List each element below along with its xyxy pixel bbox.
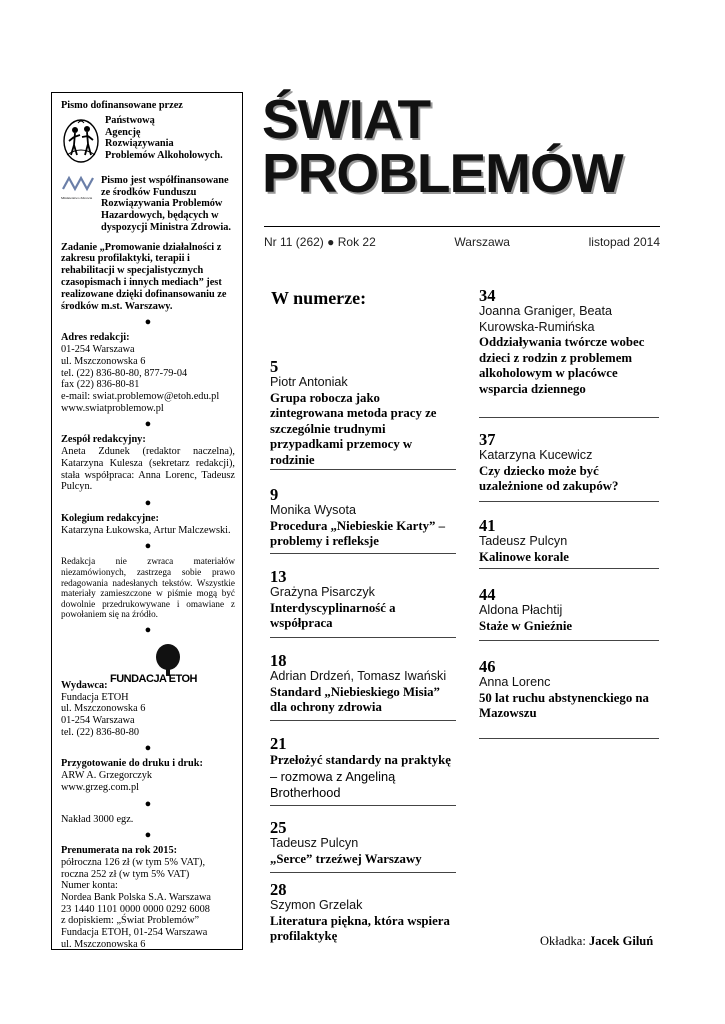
publisher-block: Wydawca: FUNDACJA ETOH Fundacja ETOH ul. Mszczonowska 6 01-254 Warszawa tel. (22) 836-80-80 — [61, 640, 235, 739]
print-block: Przygotowanie do druku i druk: ARW A. Grzegorczyk www.grzeg.com.pl — [61, 758, 235, 793]
toc-page-number: 46 — [479, 657, 496, 676]
toc-title-suffix: – rozmowa z Angeliną Brotherhood — [270, 768, 396, 801]
toc-page-number: 18 — [270, 651, 287, 670]
toc-page-number: 41 — [479, 516, 496, 535]
toc-entry[interactable] — [479, 586, 659, 634]
toc-page-number: 9 — [270, 485, 279, 504]
toc-page-number: 34 — [479, 286, 496, 305]
colophon-sidebar — [51, 92, 243, 950]
toc-title: Standard „Niebieskiego Misia” dla ochrony zdrowia — [270, 684, 440, 715]
separator-bullet: ● — [144, 829, 152, 842]
disclaimer: Redakcja nie zwraca materiałów niezamówionych, zastrzega sobie prawo redagowania nadesłanych tekstów. Wszystkie materiały zamieszczone w piśmie mogą być dowolnie przedrukowywane i omawiane z powołaniem się na źródło. — [61, 556, 235, 620]
circulation: Nakład 3000 egz. — [61, 813, 134, 825]
printer-website-link[interactable]: www.grzeg.com.pl — [61, 781, 139, 793]
toc-entry[interactable] — [270, 881, 456, 945]
toc-author: Monika Wysota — [270, 503, 356, 517]
magazine-title-line-1: ŚWIAT — [262, 88, 431, 150]
toc-author: Anna Lorenc — [479, 675, 551, 689]
toc-entry[interactable] — [479, 658, 659, 722]
address-block: Adres redakcji: 01-254 Warszawa ul. Mszczonowska 6 tel. (22) 836-80-80, 877-79-04 fax (22) 836-80-81 e-mail: swiat.problemow@etoh.edu.pl www.swiatproblemow.pl — [61, 332, 235, 414]
toc-author: Joanna Graniger, Beata Kurowska-Rumińska — [479, 304, 613, 334]
issue-number: Nr 11 (262) — [264, 235, 324, 249]
separator-bullet: ● — [144, 797, 152, 810]
board-block: Kolegium redakcyjne: Katarzyna Łukowska, Artur Malczewski. — [61, 512, 231, 536]
fundacja-etoh-logo-icon — [110, 642, 200, 684]
toc-page-number: 21 — [270, 734, 287, 753]
website-link[interactable]: www.swiatproblemow.pl — [61, 402, 164, 414]
separator-bullet: ● — [144, 742, 152, 755]
toc-page-number: 28 — [270, 880, 287, 899]
agency-name: Państwową Agencję Rozwiązywania Problemów Alkoholowych. — [105, 114, 223, 162]
toc-title: 50 lat ruchu abstynenckiego na Mazowszu — [479, 690, 649, 721]
toc-entry[interactable] — [270, 486, 456, 550]
toc-page-number: 44 — [479, 585, 496, 604]
volume: Rok 22 — [337, 235, 376, 249]
toc-divider — [479, 640, 659, 641]
ministry-block — [61, 175, 235, 234]
toc-author: Adrian Drdzeń, Tomasz Iwański — [270, 669, 447, 683]
toc-title: Przełożyć standardy na praktykę — [270, 753, 451, 767]
toc-author: Aldona Płachtij — [479, 603, 563, 617]
toc-divider — [479, 738, 659, 739]
cover-credit — [540, 934, 653, 949]
issue-city: Warszawa — [454, 235, 510, 249]
toc-author: Katarzyna Kucewicz — [479, 448, 593, 462]
toc-divider — [270, 553, 456, 554]
toc-page-number: 25 — [270, 818, 287, 837]
magazine-title-line-2: PROBLEMÓW — [262, 142, 623, 204]
separator-bullet: ● — [144, 623, 152, 636]
task-text: Zadanie „Promowanie działalności z zakresu profilaktyki, terapii i rehabilitacji w specjalistycznych czasopismach i innych mediach” jest realizowane dzięki dofinansowaniu ze środków m.st. Warszawy. — [61, 241, 227, 312]
toc-divider — [270, 805, 456, 806]
toc-entry[interactable] — [479, 431, 659, 495]
toc-title: Kalinowe korale — [479, 549, 569, 564]
separator-bullet: ● — [144, 540, 152, 553]
agency-block — [61, 115, 235, 167]
issue-info-bar — [264, 226, 660, 249]
toc-title: „Serce” trzeźwej Warszawy — [270, 851, 422, 866]
parpa-logo-icon — [61, 115, 101, 167]
team-block: Zespół redakcyjny: Aneta Zdunek (redaktor naczelna), Katarzyna Kulesza (sekretarz redakcji), stała współpraca: Anna Lorenc, Tadeusz Pulcyn. — [61, 434, 235, 493]
toc-divider — [270, 469, 456, 470]
separator-bullet: ● — [144, 316, 152, 329]
masthead — [262, 88, 662, 204]
cover-label: Okładka: — [540, 934, 586, 948]
toc-entry[interactable] — [270, 358, 456, 469]
toc-page-number: 5 — [270, 357, 279, 376]
separator-bullet: ● — [144, 496, 152, 509]
toc-page-number: 13 — [270, 567, 287, 586]
toc-divider — [270, 637, 456, 638]
toc-author: Tadeusz Pulcyn — [479, 534, 568, 548]
toc-title: Czy dziecko może być uzależnione od zakupów? — [479, 463, 619, 494]
toc-divider — [270, 872, 456, 873]
toc-divider — [479, 417, 659, 418]
toc-page-number: 37 — [479, 430, 496, 449]
toc-entry[interactable] — [270, 568, 456, 632]
ministry-logo: Ministerstwo Zdrowia — [61, 175, 97, 201]
toc-author: Piotr Antoniak — [270, 375, 348, 389]
ministry-logo-icon — [61, 175, 97, 193]
toc-divider — [270, 720, 456, 721]
toc-title: Literatura piękna, która wspiera profilaktykę — [270, 913, 450, 944]
toc-title: Staże w Gnieźnie — [479, 618, 573, 633]
toc-entry[interactable] — [270, 652, 456, 716]
toc-entry[interactable] — [479, 517, 659, 565]
issue-date: listopad 2014 — [588, 235, 660, 249]
toc-entry[interactable] — [270, 819, 456, 867]
toc-author: Tadeusz Pulcyn — [270, 836, 359, 850]
toc-title: Oddziaływania twórcze wobec dzieci z rodzin z problemem alkoholowym w placówce wsparcia dziennego — [479, 335, 645, 396]
toc-divider — [479, 568, 659, 569]
ministry-text: Pismo jest współfinansowane ze środków Funduszu Rozwiązywania Problemów Hazardowych, będących w dyspozycji Ministra Zdrowia. — [101, 174, 231, 233]
email-link[interactable]: e-mail: swiat.problemow@etoh.edu.pl — [61, 390, 220, 402]
toc-entry[interactable] — [270, 735, 456, 802]
cover-artist: Jacek Giluń — [588, 934, 654, 948]
separator-bullet: ● — [144, 418, 152, 431]
toc-divider — [479, 501, 659, 502]
contents-heading: W numerze: — [271, 288, 367, 308]
toc-author: Grażyna Pisarczyk — [270, 585, 375, 599]
issue-number-group — [264, 235, 376, 249]
bullet-icon: ● — [327, 235, 335, 249]
toc-title: Interdyscyplinarność a współpraca — [270, 600, 396, 631]
svg-text:FUNDACJA ETOH: FUNDACJA ETOH — [110, 672, 198, 684]
subscription-block: Prenumerata na rok 2015: półroczna 126 zł (w tym 5% VAT), roczna 252 zł (w tym 5% VAT) Numer konta: Nordea Bank Polska S.A. Warszawa 23 1440 1101 0000 0000 0292 6008 z dopiskiem: „Świat Problemów” Fundacja ETOH, 01-254 Warszawa ul. Mszczonowska 6 — [61, 845, 211, 950]
toc-title-line — [270, 752, 456, 802]
cofinanced-label: Pismo dofinansowane przez — [61, 100, 183, 111]
toc-author: Szymon Grzelak — [270, 898, 363, 912]
toc-entry[interactable] — [479, 287, 659, 398]
toc-title: Grupa robocza jako zintegrowana metoda pracy ze szczególnie trudnymi przypadkami przemocy w rodzinie — [270, 390, 437, 467]
toc-title: Procedura „Niebieskie Karty” – problemy i refleksje — [270, 518, 445, 549]
